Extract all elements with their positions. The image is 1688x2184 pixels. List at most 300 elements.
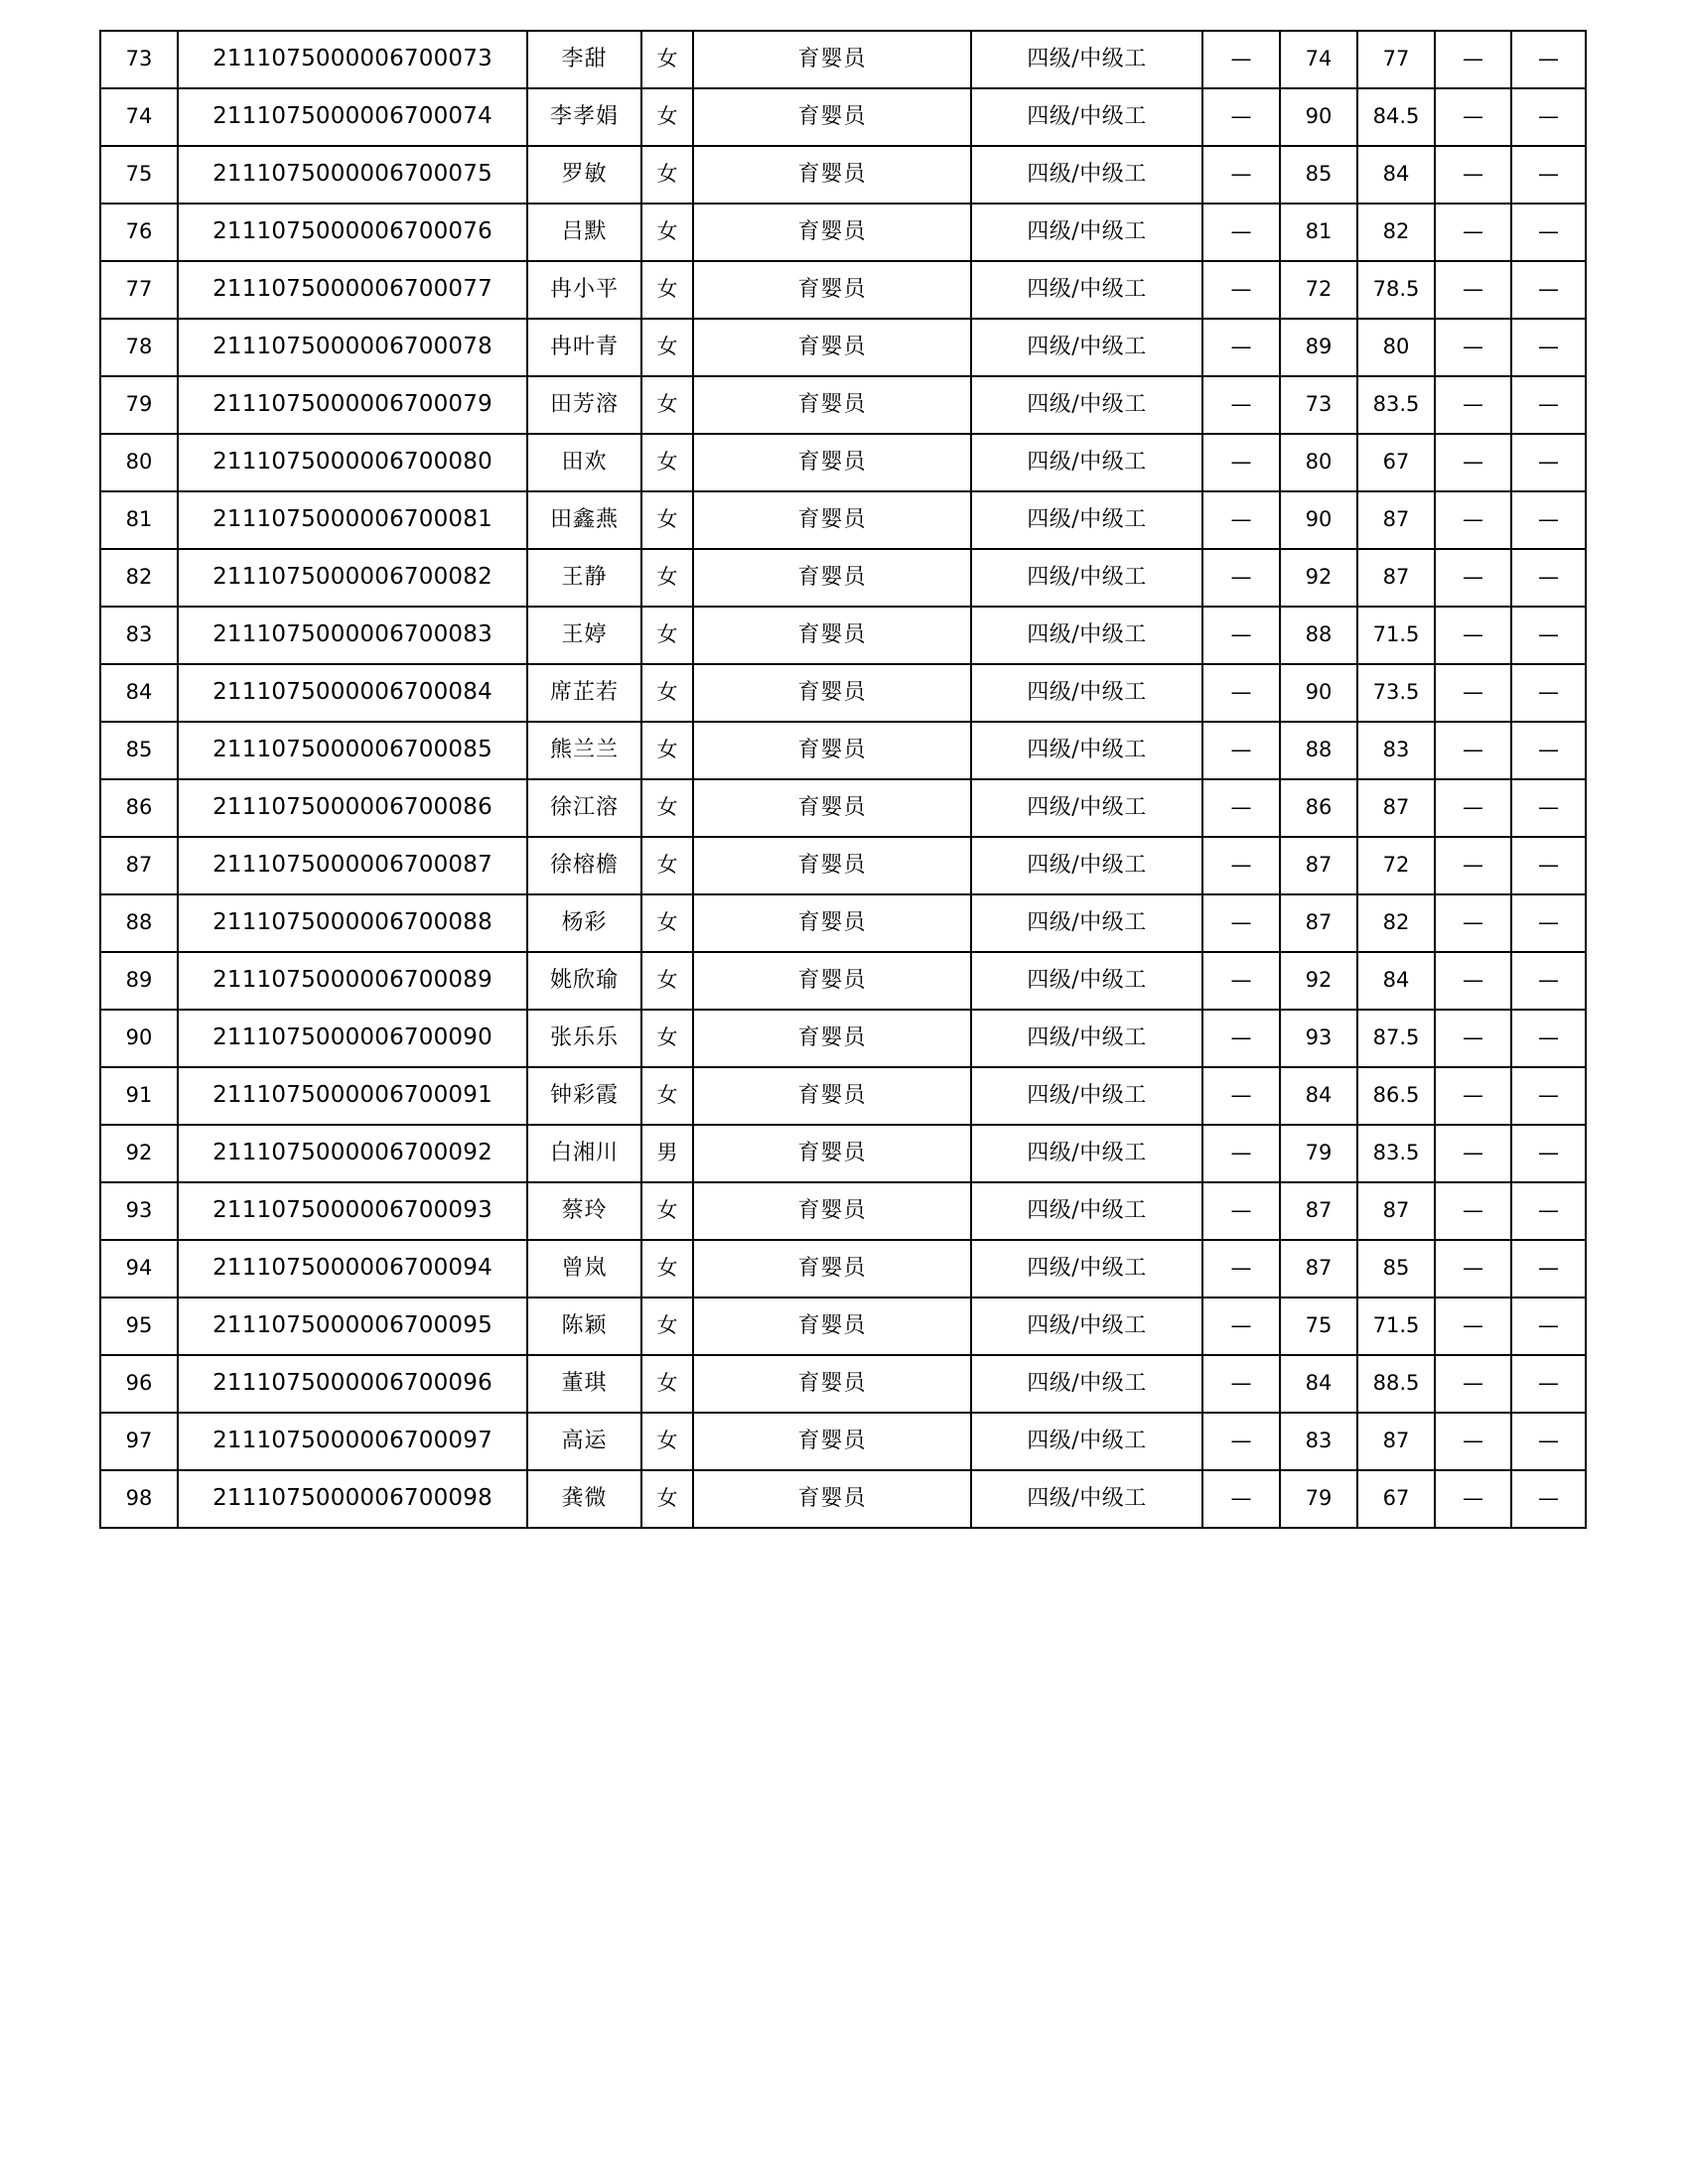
- cell-column-ten: —: [1435, 1470, 1511, 1528]
- cell-person-name: 白湘川: [527, 1125, 641, 1182]
- cell-column-eleven: —: [1511, 722, 1586, 779]
- cell-column-seven: —: [1202, 952, 1280, 1010]
- cell-theory-score: 89: [1280, 319, 1357, 376]
- cell-theory-score: 85: [1280, 146, 1357, 204]
- cell-column-ten: —: [1435, 952, 1511, 1010]
- cell-certificate-id: 2111075000006700085: [178, 722, 527, 779]
- cell-occupation: 育婴员: [693, 31, 971, 88]
- table-row: [100, 722, 1586, 779]
- cell-column-eleven: —: [1511, 146, 1586, 204]
- cell-skill-score: 84.5: [1357, 88, 1435, 146]
- cell-theory-score: 83: [1280, 1413, 1357, 1470]
- table-row: [100, 31, 1586, 88]
- cell-occupation: 育婴员: [693, 88, 971, 146]
- cell-person-name: 席芷若: [527, 664, 641, 722]
- cell-certificate-id: 2111075000006700079: [178, 376, 527, 434]
- cell-person-name: 王静: [527, 549, 641, 607]
- cell-occupation: 育婴员: [693, 607, 971, 664]
- cell-column-seven: —: [1202, 434, 1280, 491]
- cell-column-seven: —: [1202, 837, 1280, 894]
- cell-level: 四级/中级工: [971, 1470, 1202, 1528]
- cell-gender: 女: [641, 1240, 693, 1297]
- cell-column-eleven: —: [1511, 376, 1586, 434]
- cell-sequence-number: 94: [100, 1240, 178, 1297]
- cell-level: 四级/中级工: [971, 894, 1202, 952]
- cell-sequence-number: 77: [100, 261, 178, 319]
- cell-sequence-number: 87: [100, 837, 178, 894]
- cell-column-seven: —: [1202, 31, 1280, 88]
- cell-skill-score: 87: [1357, 491, 1435, 549]
- cell-column-seven: —: [1202, 549, 1280, 607]
- cell-occupation: 育婴员: [693, 261, 971, 319]
- cell-sequence-number: 95: [100, 1297, 178, 1355]
- cell-level: 四级/中级工: [971, 1413, 1202, 1470]
- cell-column-ten: —: [1435, 1297, 1511, 1355]
- cell-level: 四级/中级工: [971, 722, 1202, 779]
- cell-occupation: 育婴员: [693, 1125, 971, 1182]
- cell-sequence-number: 97: [100, 1413, 178, 1470]
- cell-occupation: 育婴员: [693, 1182, 971, 1240]
- cell-occupation: 育婴员: [693, 1067, 971, 1125]
- cell-column-ten: —: [1435, 434, 1511, 491]
- cell-sequence-number: 92: [100, 1125, 178, 1182]
- cell-theory-score: 86: [1280, 779, 1357, 837]
- table-row: [100, 894, 1586, 952]
- cell-certificate-id: 2111075000006700073: [178, 31, 527, 88]
- cell-skill-score: 71.5: [1357, 607, 1435, 664]
- cell-occupation: 育婴员: [693, 1297, 971, 1355]
- cell-person-name: 徐江溶: [527, 779, 641, 837]
- cell-column-eleven: —: [1511, 894, 1586, 952]
- cell-column-ten: —: [1435, 31, 1511, 88]
- cell-level: 四级/中级工: [971, 1010, 1202, 1067]
- cell-gender: 女: [641, 1067, 693, 1125]
- cell-column-ten: —: [1435, 1067, 1511, 1125]
- cell-column-eleven: —: [1511, 549, 1586, 607]
- cell-column-eleven: —: [1511, 664, 1586, 722]
- cell-column-eleven: —: [1511, 1297, 1586, 1355]
- cell-occupation: 育婴员: [693, 722, 971, 779]
- cell-person-name: 李甜: [527, 31, 641, 88]
- cell-certificate-id: 2111075000006700096: [178, 1355, 527, 1413]
- cell-sequence-number: 93: [100, 1182, 178, 1240]
- cell-column-seven: —: [1202, 1125, 1280, 1182]
- cell-person-name: 王婷: [527, 607, 641, 664]
- table-row: [100, 376, 1586, 434]
- cell-theory-score: 84: [1280, 1067, 1357, 1125]
- cell-column-seven: —: [1202, 491, 1280, 549]
- cell-column-ten: —: [1435, 1413, 1511, 1470]
- cell-column-seven: —: [1202, 1355, 1280, 1413]
- cell-skill-score: 72: [1357, 837, 1435, 894]
- table-row: [100, 779, 1586, 837]
- cell-certificate-id: 2111075000006700094: [178, 1240, 527, 1297]
- cell-occupation: 育婴员: [693, 1355, 971, 1413]
- cell-gender: 女: [641, 894, 693, 952]
- cell-person-name: 张乐乐: [527, 1010, 641, 1067]
- cell-level: 四级/中级工: [971, 952, 1202, 1010]
- cell-person-name: 李孝娟: [527, 88, 641, 146]
- cell-skill-score: 71.5: [1357, 1297, 1435, 1355]
- cell-occupation: 育婴员: [693, 1010, 971, 1067]
- table-row: [100, 549, 1586, 607]
- cell-column-ten: —: [1435, 491, 1511, 549]
- cell-theory-score: 73: [1280, 376, 1357, 434]
- table-row: [100, 146, 1586, 204]
- cell-skill-score: 67: [1357, 1470, 1435, 1528]
- table-row: [100, 1413, 1586, 1470]
- cell-gender: 女: [641, 1470, 693, 1528]
- cell-column-eleven: —: [1511, 952, 1586, 1010]
- cell-occupation: 育婴员: [693, 952, 971, 1010]
- cell-level: 四级/中级工: [971, 664, 1202, 722]
- cell-certificate-id: 2111075000006700083: [178, 607, 527, 664]
- cell-sequence-number: 85: [100, 722, 178, 779]
- cell-skill-score: 87: [1357, 549, 1435, 607]
- cell-column-ten: —: [1435, 894, 1511, 952]
- cell-skill-score: 83.5: [1357, 1125, 1435, 1182]
- cell-certificate-id: 2111075000006700076: [178, 204, 527, 261]
- cell-person-name: 田欢: [527, 434, 641, 491]
- cell-certificate-id: 2111075000006700077: [178, 261, 527, 319]
- cell-column-eleven: —: [1511, 434, 1586, 491]
- cell-column-eleven: —: [1511, 31, 1586, 88]
- cell-person-name: 田鑫燕: [527, 491, 641, 549]
- cell-skill-score: 67: [1357, 434, 1435, 491]
- cell-skill-score: 84: [1357, 146, 1435, 204]
- cell-theory-score: 72: [1280, 261, 1357, 319]
- cell-theory-score: 93: [1280, 1010, 1357, 1067]
- cell-column-eleven: —: [1511, 261, 1586, 319]
- table-row: [100, 204, 1586, 261]
- cell-certificate-id: 2111075000006700086: [178, 779, 527, 837]
- cell-column-ten: —: [1435, 1010, 1511, 1067]
- cell-column-seven: —: [1202, 376, 1280, 434]
- cell-gender: 女: [641, 146, 693, 204]
- cell-level: 四级/中级工: [971, 434, 1202, 491]
- cell-theory-score: 87: [1280, 1182, 1357, 1240]
- cell-gender: 女: [641, 664, 693, 722]
- cell-column-eleven: —: [1511, 1010, 1586, 1067]
- cell-theory-score: 75: [1280, 1297, 1357, 1355]
- cell-certificate-id: 2111075000006700092: [178, 1125, 527, 1182]
- cell-skill-score: 84: [1357, 952, 1435, 1010]
- cell-certificate-id: 2111075000006700084: [178, 664, 527, 722]
- cell-column-ten: —: [1435, 779, 1511, 837]
- results-table-container: [99, 30, 1585, 1529]
- cell-occupation: 育婴员: [693, 319, 971, 376]
- cell-column-ten: —: [1435, 376, 1511, 434]
- cell-column-eleven: —: [1511, 1413, 1586, 1470]
- cell-column-ten: —: [1435, 1182, 1511, 1240]
- cell-sequence-number: 83: [100, 607, 178, 664]
- cell-sequence-number: 79: [100, 376, 178, 434]
- cell-skill-score: 88.5: [1357, 1355, 1435, 1413]
- cell-column-ten: —: [1435, 837, 1511, 894]
- cell-column-ten: —: [1435, 261, 1511, 319]
- cell-person-name: 龚微: [527, 1470, 641, 1528]
- table-row: [100, 1182, 1586, 1240]
- table-row: [100, 1240, 1586, 1297]
- cell-person-name: 冉叶青: [527, 319, 641, 376]
- cell-gender: 女: [641, 88, 693, 146]
- cell-column-ten: —: [1435, 1125, 1511, 1182]
- cell-gender: 女: [641, 204, 693, 261]
- cell-person-name: 高运: [527, 1413, 641, 1470]
- cell-column-seven: —: [1202, 607, 1280, 664]
- cell-gender: 女: [641, 1297, 693, 1355]
- cell-theory-score: 74: [1280, 31, 1357, 88]
- cell-theory-score: 87: [1280, 837, 1357, 894]
- cell-occupation: 育婴员: [693, 664, 971, 722]
- cell-theory-score: 87: [1280, 1240, 1357, 1297]
- cell-theory-score: 88: [1280, 607, 1357, 664]
- table-row: [100, 1297, 1586, 1355]
- cell-gender: 女: [641, 1182, 693, 1240]
- cell-theory-score: 79: [1280, 1125, 1357, 1182]
- cell-column-eleven: —: [1511, 1067, 1586, 1125]
- cell-level: 四级/中级工: [971, 1240, 1202, 1297]
- cell-gender: 女: [641, 31, 693, 88]
- cell-column-seven: —: [1202, 261, 1280, 319]
- cell-certificate-id: 2111075000006700088: [178, 894, 527, 952]
- cell-theory-score: 87: [1280, 894, 1357, 952]
- cell-sequence-number: 73: [100, 31, 178, 88]
- cell-gender: 女: [641, 376, 693, 434]
- table-row: [100, 1355, 1586, 1413]
- cell-certificate-id: 2111075000006700090: [178, 1010, 527, 1067]
- cell-column-seven: —: [1202, 1010, 1280, 1067]
- cell-sequence-number: 81: [100, 491, 178, 549]
- cell-column-ten: —: [1435, 204, 1511, 261]
- cell-gender: 女: [641, 491, 693, 549]
- cell-column-eleven: —: [1511, 1125, 1586, 1182]
- cell-level: 四级/中级工: [971, 549, 1202, 607]
- cell-gender: 女: [641, 549, 693, 607]
- cell-theory-score: 81: [1280, 204, 1357, 261]
- cell-column-ten: —: [1435, 722, 1511, 779]
- cell-level: 四级/中级工: [971, 88, 1202, 146]
- cell-certificate-id: 2111075000006700095: [178, 1297, 527, 1355]
- cell-sequence-number: 98: [100, 1470, 178, 1528]
- cell-sequence-number: 78: [100, 319, 178, 376]
- cell-sequence-number: 88: [100, 894, 178, 952]
- cell-skill-score: 85: [1357, 1240, 1435, 1297]
- cell-column-seven: —: [1202, 204, 1280, 261]
- cell-level: 四级/中级工: [971, 491, 1202, 549]
- table-row: [100, 952, 1586, 1010]
- cell-person-name: 吕默: [527, 204, 641, 261]
- cell-column-ten: —: [1435, 88, 1511, 146]
- cell-skill-score: 87: [1357, 779, 1435, 837]
- cell-person-name: 蔡玲: [527, 1182, 641, 1240]
- cell-certificate-id: 2111075000006700091: [178, 1067, 527, 1125]
- cell-occupation: 育婴员: [693, 1240, 971, 1297]
- cell-occupation: 育婴员: [693, 549, 971, 607]
- cell-column-seven: —: [1202, 1470, 1280, 1528]
- cell-occupation: 育婴员: [693, 434, 971, 491]
- cell-column-eleven: —: [1511, 607, 1586, 664]
- cell-skill-score: 87: [1357, 1182, 1435, 1240]
- table-row: [100, 319, 1586, 376]
- table-row: [100, 664, 1586, 722]
- cell-column-ten: —: [1435, 607, 1511, 664]
- cell-skill-score: 77: [1357, 31, 1435, 88]
- cell-column-eleven: —: [1511, 1470, 1586, 1528]
- cell-theory-score: 92: [1280, 549, 1357, 607]
- table-row: [100, 837, 1586, 894]
- cell-column-seven: —: [1202, 1240, 1280, 1297]
- cell-column-eleven: —: [1511, 1355, 1586, 1413]
- cell-theory-score: 90: [1280, 88, 1357, 146]
- cell-person-name: 熊兰兰: [527, 722, 641, 779]
- cell-gender: 女: [641, 722, 693, 779]
- cell-column-eleven: —: [1511, 204, 1586, 261]
- table-row: [100, 261, 1586, 319]
- cell-column-seven: —: [1202, 894, 1280, 952]
- cell-sequence-number: 91: [100, 1067, 178, 1125]
- cell-gender: 女: [641, 837, 693, 894]
- cell-sequence-number: 80: [100, 434, 178, 491]
- cell-level: 四级/中级工: [971, 146, 1202, 204]
- cell-skill-score: 82: [1357, 894, 1435, 952]
- cell-person-name: 罗敏: [527, 146, 641, 204]
- cell-column-seven: —: [1202, 722, 1280, 779]
- table-row: [100, 434, 1586, 491]
- cell-level: 四级/中级工: [971, 261, 1202, 319]
- cell-person-name: 姚欣瑜: [527, 952, 641, 1010]
- cell-column-eleven: —: [1511, 319, 1586, 376]
- cell-occupation: 育婴员: [693, 204, 971, 261]
- cell-skill-score: 82: [1357, 204, 1435, 261]
- cell-sequence-number: 84: [100, 664, 178, 722]
- cell-certificate-id: 2111075000006700093: [178, 1182, 527, 1240]
- cell-certificate-id: 2111075000006700082: [178, 549, 527, 607]
- cell-gender: 女: [641, 1355, 693, 1413]
- cell-level: 四级/中级工: [971, 607, 1202, 664]
- cell-column-ten: —: [1435, 549, 1511, 607]
- cell-theory-score: 92: [1280, 952, 1357, 1010]
- cell-certificate-id: 2111075000006700097: [178, 1413, 527, 1470]
- cell-certificate-id: 2111075000006700074: [178, 88, 527, 146]
- cell-level: 四级/中级工: [971, 319, 1202, 376]
- cell-person-name: 田芳溶: [527, 376, 641, 434]
- cell-column-eleven: —: [1511, 491, 1586, 549]
- cell-gender: 女: [641, 434, 693, 491]
- cell-gender: 女: [641, 1010, 693, 1067]
- cell-gender: 女: [641, 319, 693, 376]
- cell-gender: 女: [641, 261, 693, 319]
- cell-column-eleven: —: [1511, 779, 1586, 837]
- cell-sequence-number: 89: [100, 952, 178, 1010]
- cell-gender: 女: [641, 607, 693, 664]
- cell-skill-score: 83.5: [1357, 376, 1435, 434]
- cell-theory-score: 79: [1280, 1470, 1357, 1528]
- cell-column-eleven: —: [1511, 837, 1586, 894]
- table-row: [100, 1470, 1586, 1528]
- cell-level: 四级/中级工: [971, 1355, 1202, 1413]
- cell-sequence-number: 96: [100, 1355, 178, 1413]
- cell-sequence-number: 74: [100, 88, 178, 146]
- cell-person-name: 徐榕檐: [527, 837, 641, 894]
- cell-sequence-number: 82: [100, 549, 178, 607]
- cell-occupation: 育婴员: [693, 376, 971, 434]
- cell-column-eleven: —: [1511, 1240, 1586, 1297]
- cell-column-seven: —: [1202, 1413, 1280, 1470]
- cell-occupation: 育婴员: [693, 894, 971, 952]
- cell-sequence-number: 90: [100, 1010, 178, 1067]
- cell-certificate-id: 2111075000006700098: [178, 1470, 527, 1528]
- cell-person-name: 冉小平: [527, 261, 641, 319]
- cell-column-seven: —: [1202, 88, 1280, 146]
- cell-occupation: 育婴员: [693, 491, 971, 549]
- cell-certificate-id: 2111075000006700080: [178, 434, 527, 491]
- cell-certificate-id: 2111075000006700075: [178, 146, 527, 204]
- table-row: [100, 88, 1586, 146]
- table-body: [100, 31, 1586, 1528]
- table-row: [100, 491, 1586, 549]
- cell-level: 四级/中级工: [971, 1067, 1202, 1125]
- cell-person-name: 董琪: [527, 1355, 641, 1413]
- cell-column-seven: —: [1202, 1297, 1280, 1355]
- cell-skill-score: 73.5: [1357, 664, 1435, 722]
- cell-column-ten: —: [1435, 1240, 1511, 1297]
- cell-certificate-id: 2111075000006700089: [178, 952, 527, 1010]
- cell-column-eleven: —: [1511, 88, 1586, 146]
- cell-column-eleven: —: [1511, 1182, 1586, 1240]
- cell-occupation: 育婴员: [693, 146, 971, 204]
- cell-certificate-id: 2111075000006700081: [178, 491, 527, 549]
- cell-sequence-number: 76: [100, 204, 178, 261]
- cell-level: 四级/中级工: [971, 1182, 1202, 1240]
- cell-certificate-id: 2111075000006700078: [178, 319, 527, 376]
- table-row: [100, 1125, 1586, 1182]
- cell-column-ten: —: [1435, 319, 1511, 376]
- cell-theory-score: 90: [1280, 664, 1357, 722]
- cell-gender: 男: [641, 1125, 693, 1182]
- table-row: [100, 1067, 1586, 1125]
- cell-column-seven: —: [1202, 146, 1280, 204]
- cell-level: 四级/中级工: [971, 779, 1202, 837]
- cell-level: 四级/中级工: [971, 1125, 1202, 1182]
- cell-gender: 女: [641, 779, 693, 837]
- cell-column-ten: —: [1435, 1355, 1511, 1413]
- cell-column-seven: —: [1202, 1067, 1280, 1125]
- cell-occupation: 育婴员: [693, 1470, 971, 1528]
- cell-occupation: 育婴员: [693, 779, 971, 837]
- cell-theory-score: 84: [1280, 1355, 1357, 1413]
- cell-skill-score: 87.5: [1357, 1010, 1435, 1067]
- cell-person-name: 钟彩霞: [527, 1067, 641, 1125]
- cell-theory-score: 90: [1280, 491, 1357, 549]
- cell-certificate-id: 2111075000006700087: [178, 837, 527, 894]
- cell-theory-score: 80: [1280, 434, 1357, 491]
- cell-occupation: 育婴员: [693, 837, 971, 894]
- cell-person-name: 曾岚: [527, 1240, 641, 1297]
- cell-column-seven: —: [1202, 779, 1280, 837]
- cell-skill-score: 87: [1357, 1413, 1435, 1470]
- cell-level: 四级/中级工: [971, 837, 1202, 894]
- cell-column-ten: —: [1435, 146, 1511, 204]
- cell-person-name: 杨彩: [527, 894, 641, 952]
- cell-gender: 女: [641, 952, 693, 1010]
- cell-skill-score: 86.5: [1357, 1067, 1435, 1125]
- cell-skill-score: 83: [1357, 722, 1435, 779]
- cell-sequence-number: 75: [100, 146, 178, 204]
- cell-level: 四级/中级工: [971, 31, 1202, 88]
- cell-sequence-number: 86: [100, 779, 178, 837]
- cell-level: 四级/中级工: [971, 1297, 1202, 1355]
